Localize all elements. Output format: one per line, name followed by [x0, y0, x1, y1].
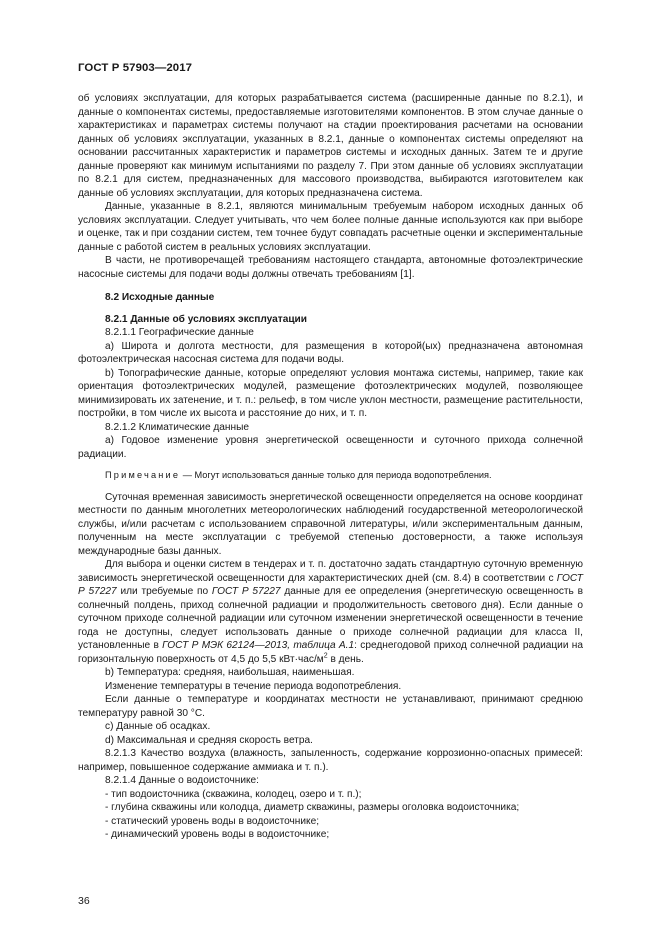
note-label: Примечание	[105, 470, 181, 480]
subsection-8-2-1-2: 8.2.1.2 Климатические данные	[105, 421, 250, 433]
list-item: b) Топографические данные, которые определяют условия монтажа системы, например, такие как ориентация фотоэлектрических модулей, размещение фотоэлектрических модулей, позволяющее минимизировать их затенение, и т. п.: рельеф, в том числе уклон местности, размещение растительности, постройки, в том числе их высота и расстояние до них, и т. п.	[78, 367, 583, 419]
paragraph: Изменение температуры в течение периода водопотребления.	[105, 680, 402, 692]
paragraph	[78, 558, 583, 666]
list-item: а) Годовое изменение уровня энергетической освещенности и суточного прихода солнечной радиации.	[78, 435, 583, 460]
list-item: с) Данные об осадках.	[105, 721, 211, 732]
document-header: ГОСТ Р 57903—2017	[78, 62, 193, 74]
text-run: Для выбора и оценки систем в тендерах и т. п. достаточно задать стандартную суточную временную зависимость энергетической освещенности для характеристических дней (см. 8.4) в соответствии с	[78, 559, 583, 584]
paragraph: Если данные о температуре и координатах местности не устанавливают, принимают среднюю температуру равной 30 °С.	[78, 694, 583, 719]
paragraph: об условиях эксплуатации, для которых разрабатывается система (расширенные данные по 8.2.1), и данные о компонентах системы, предоставляемые изготовителями компонентов. В этом случае данные о характеристиках и параметрах системы получают на стадии проектирования расчетами на основании данных об условиях эксплуатации, указанных в 8.2.1, данные о компонентах системы определяют на основании рассчитанных характеристик и параметров системы и исходных данных. Затем те и другие данные проверяют как минимум испытаниями по разделу 7. При этом данные об условиях эксплуатации по 8.2.1 для систем, предназначенных для массового производства, выбираются изготовителем как данные об условиях эксплуатации, для которых предназначена система.	[78, 93, 583, 199]
superscript: 2	[323, 652, 328, 660]
list-item: - глубина скважины или колодца, диаметр скважины, размеры оголовка водоисточника;	[105, 802, 520, 813]
note	[78, 469, 583, 483]
section-heading-8-2: 8.2 Исходные данные	[105, 292, 215, 303]
list-item: - статический уровень воды в водоисточнике;	[105, 815, 320, 827]
list-item: - тип водоисточника (скважина, колодец, озеро и т. п.);	[105, 788, 362, 800]
text-run: данные для ее определения (энергетическую освещенность в солнечный полдень, приход солнечной радиации и продолжительность светового дня). Если данные о суточном приходе солнечной радиации или суточном изменении энергетической освещенности в течение года не доступны, следует использовать данные о приходе солнечной радиации для класса II, установленные в	[78, 586, 583, 651]
list-item: d) Максимальная и средняя скорость ветра.	[105, 734, 313, 746]
list-item: - динамический уровень воды в водоисточнике;	[105, 829, 330, 840]
document-body	[78, 92, 583, 842]
paragraph: Суточная временная зависимость энергетической освещенности определяется на основе координат местности по данным многолетних метеорологических наблюдений государственной метеорологической службы, и/или расчетам с использованием справочной литературы, и/или экспериментальным данным, полученным на месте эксплуатации с требуемой степенью достоверности, а также используя международные базы данных.	[78, 491, 583, 557]
text-run: в день.	[327, 653, 364, 665]
section-heading-8-2-1: 8.2.1 Данные об условиях эксплуатации	[105, 313, 308, 325]
page-number: 36	[78, 895, 90, 907]
subsection-8-2-1-1: 8.2.1.1 Географические данные	[105, 327, 254, 338]
subsection-8-2-1-3: 8.2.1.3 Качество воздуха (влажность, запыленность, содержание коррозионно-опасных примесей: например, повышенное содержание аммиака и т. п.).	[78, 748, 583, 773]
list-item: b) Температура: средняя, наибольшая, наименьшая.	[105, 667, 355, 678]
standard-reference: ГОСТ Р 57227	[78, 572, 583, 597]
text-run: или требуемые по	[116, 586, 212, 597]
text-run: : среднегодовой приход солнечной радиации на горизонтальную поверхность от 4,5 до 5,5 кВт·час/м	[78, 640, 583, 665]
standard-reference: ГОСТ Р 57227	[211, 586, 281, 597]
subsection-8-2-1-4: 8.2.1.4 Данные о водоисточнике:	[105, 775, 259, 786]
note-text: — Могут использоваться данные только для периода водопотребления.	[180, 470, 492, 480]
standard-reference: ГОСТ Р МЭК 62124—2013, таблица А.1	[162, 640, 355, 651]
list-item: а) Широта и долгота местности, для размещения в которой(ых) предназначена автономная фотоэлектрическая насосная система для подачи воды.	[78, 340, 583, 365]
paragraph: В части, не противоречащей требованиям настоящего стандарта, автономные фотоэлектрические насосные системы для подачи воды должны отвечать требованиям [1].	[78, 255, 583, 280]
paragraph: Данные, указанные в 8.2.1, являются минимальным требуемым набором исходных данных об условиях эксплуатации. Следует учитывать, что чем более полные данные используются как при выборе и оценке, так и при создании систем, тем точнее будут совпадать расчетные оценки и экспериментальные данные с работой систем в реальных условиях эксплуатации.	[78, 201, 583, 253]
